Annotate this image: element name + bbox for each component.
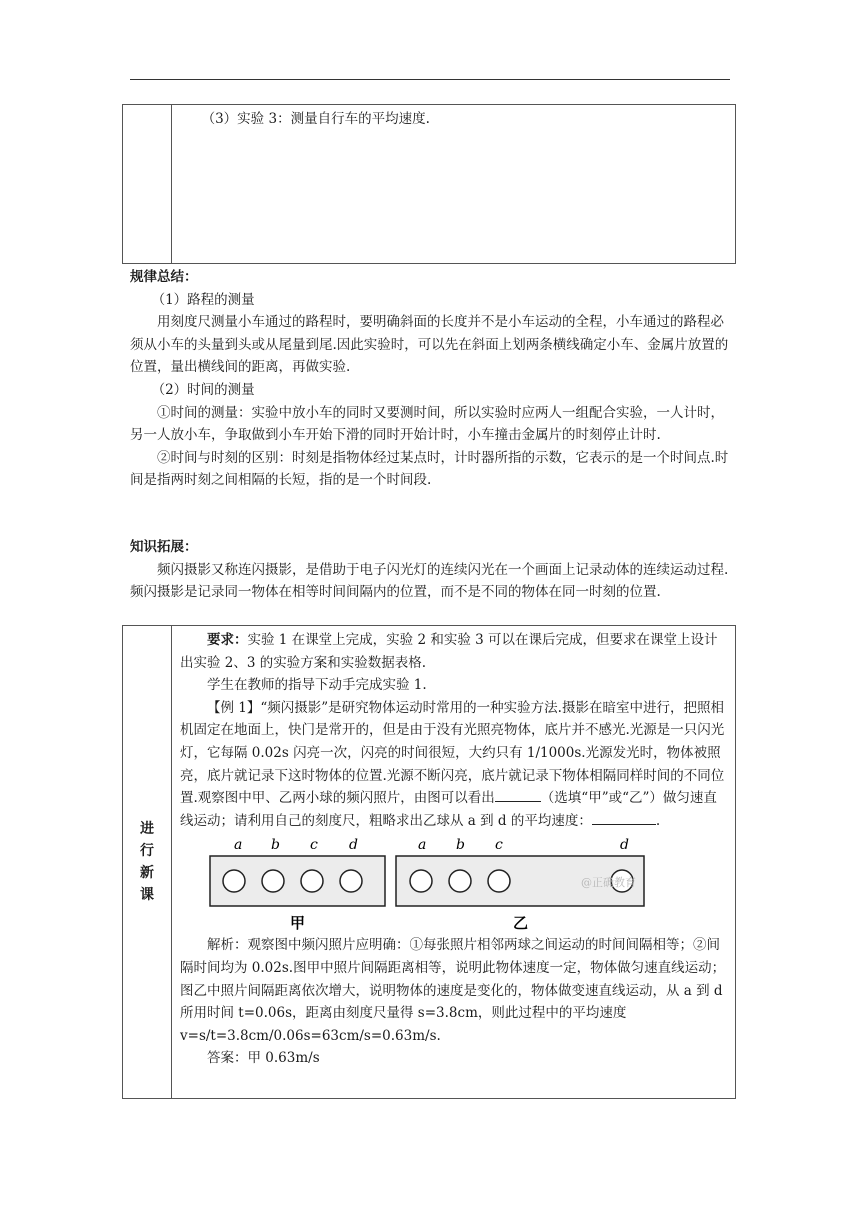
- answer-blank-1: [495, 787, 541, 802]
- side-char: 行: [140, 843, 154, 859]
- summary-item2-p2: ②时间与时刻的区别：时刻是指物体经过某点时，计时器所指的示数，它表示的是一个时间点.时间是指两时刻之间相隔的长短，指的是一个时间段.: [130, 449, 729, 489]
- answer-blank-2: [592, 810, 656, 825]
- extension-section: [130, 536, 734, 604]
- label-b-jia: b: [271, 837, 280, 854]
- table-side-cell: [123, 105, 172, 264]
- requirement-paragraph: [180, 629, 727, 674]
- side-char: 新: [140, 865, 154, 881]
- table-content-cell: [172, 626, 736, 1099]
- table-content-cell: [172, 105, 736, 264]
- experiment3-table: [122, 104, 736, 264]
- ball-c-jia: [301, 870, 323, 892]
- new-lesson-table: [122, 625, 736, 1099]
- label-a-jia: a: [234, 837, 243, 854]
- photo-yi: [396, 837, 644, 932]
- ball-a-jia: [223, 870, 245, 892]
- label-c-yi: c: [495, 837, 503, 854]
- ball-c-yi: [488, 870, 510, 892]
- extension-text: 频闪摄影又称连闪摄影，是借助于电子闪光灯的连续闪光在一个画面上记录动体的连续运动过程.频闪摄影是记录同一物体在相等时间间隔内的位置，而不是不同的物体在同一时刻的位置.: [130, 561, 729, 601]
- example-paragraph: [180, 697, 727, 833]
- label-c-jia: c: [310, 837, 318, 854]
- summary-item1-text: 用刻度尺测量小车通过的路程时，要明确斜面的长度并不是小车运动的全程，小车通过的路程必须从小车的头量到头或从尾量到尾.因此实验时，可以先在斜面上划两条横线确定小车、金属片放置的位置，量出横线间的距离，再做实验.: [130, 314, 729, 376]
- side-char: 课: [140, 887, 154, 903]
- requirement-text: 实验 1 在课堂上完成，实验 2 和实验 3 可以在课后完成，但要求在课堂上设计出实验 2、3 的实验方案和实验数据表格.: [180, 632, 718, 671]
- summary-item1-title: （1）路程的测量: [151, 291, 255, 308]
- caption-jia: 甲: [290, 914, 306, 933]
- label-d-yi: d: [620, 837, 629, 854]
- header-rule: [130, 79, 730, 80]
- requirement-label: 要求：: [207, 632, 248, 648]
- photo-jia: [210, 837, 385, 932]
- guide-text: 学生在教师的指导下动手完成实验 1.: [207, 677, 427, 694]
- ball-b-yi: [449, 870, 471, 892]
- label-b-yi: b: [456, 837, 465, 854]
- ball-a-yi: [410, 870, 432, 892]
- table-side-cell: [123, 626, 172, 1099]
- example-text-end: .: [655, 812, 661, 829]
- caption-yi: 乙: [513, 914, 529, 933]
- analysis-text: 解析：观察图中频闪照片应明确：①每张照片相邻两球之间运动的时间间隔相等；②间隔时间均为 0.02s.图甲中照片间隔距离相等，说明此物体速度一定，物体做匀速直线运动；图乙中照片间隔距离依次增大，说明物体的速度是变化的，物体做变速直线运动，从 a 到 d 所用时间 t=0.06s，距离由刻度尺量得 s=3.8cm，则此过程中的平均速度 v=s/t=3.8cm/0.06s=63cm/s=0.63m/s.: [180, 937, 726, 1044]
- watermark: @正确教育: [581, 876, 636, 890]
- strobe-photo-figure: [208, 834, 648, 932]
- answer-text: 答案：甲 0.63m/s: [207, 1050, 320, 1067]
- ball-d-jia: [340, 870, 362, 892]
- summary-item2-title: （2）时间的测量: [151, 381, 255, 398]
- side-label: [123, 818, 171, 906]
- ball-b-jia: [262, 870, 284, 892]
- summary-title: 规律总结：: [130, 269, 198, 285]
- example-text-1: 【例 1】“频闪摄影”是研究物体运动时常用的一种实验方法.摄影在暗室中进行，把照相机固定在地面上，快门是常开的，但是由于没有光照亮物体，底片并不感光.光源是一只闪光灯，它每隔 0.02s 闪亮一次，闪亮的时间很短，大约只有 1/1000s.光源发光时，物体被照亮，底片就记录下这时物体的位置.光源不断闪亮，底片就记录下物体相隔同样时间的不同位置.观察图中甲、乙两小球的频闪照片，由图可以看出: [180, 699, 725, 807]
- label-a-yi: a: [418, 837, 427, 854]
- experiment3-text: （3）实验 3：测量自行车的平均速度.: [201, 111, 430, 127]
- summary-section: [130, 266, 734, 492]
- extension-title: 知识拓展：: [130, 539, 198, 555]
- label-d-jia: d: [349, 837, 358, 854]
- summary-item2-p1: ①时间的测量：实验中放小车的同时又要测时间，所以实验时应两人一组配合实验，一人计时，另一人放小车，争取做到小车开始下滑的同时开始计时，小车撞击金属片的时刻停止计时.: [130, 404, 724, 444]
- example-text-2: （选填“甲”或“乙”）做匀速直线运动；请利用自己的刻度尺，粗略求出乙球从 a 到 d 的平均速度：: [180, 790, 717, 829]
- side-char: 进: [140, 821, 154, 837]
